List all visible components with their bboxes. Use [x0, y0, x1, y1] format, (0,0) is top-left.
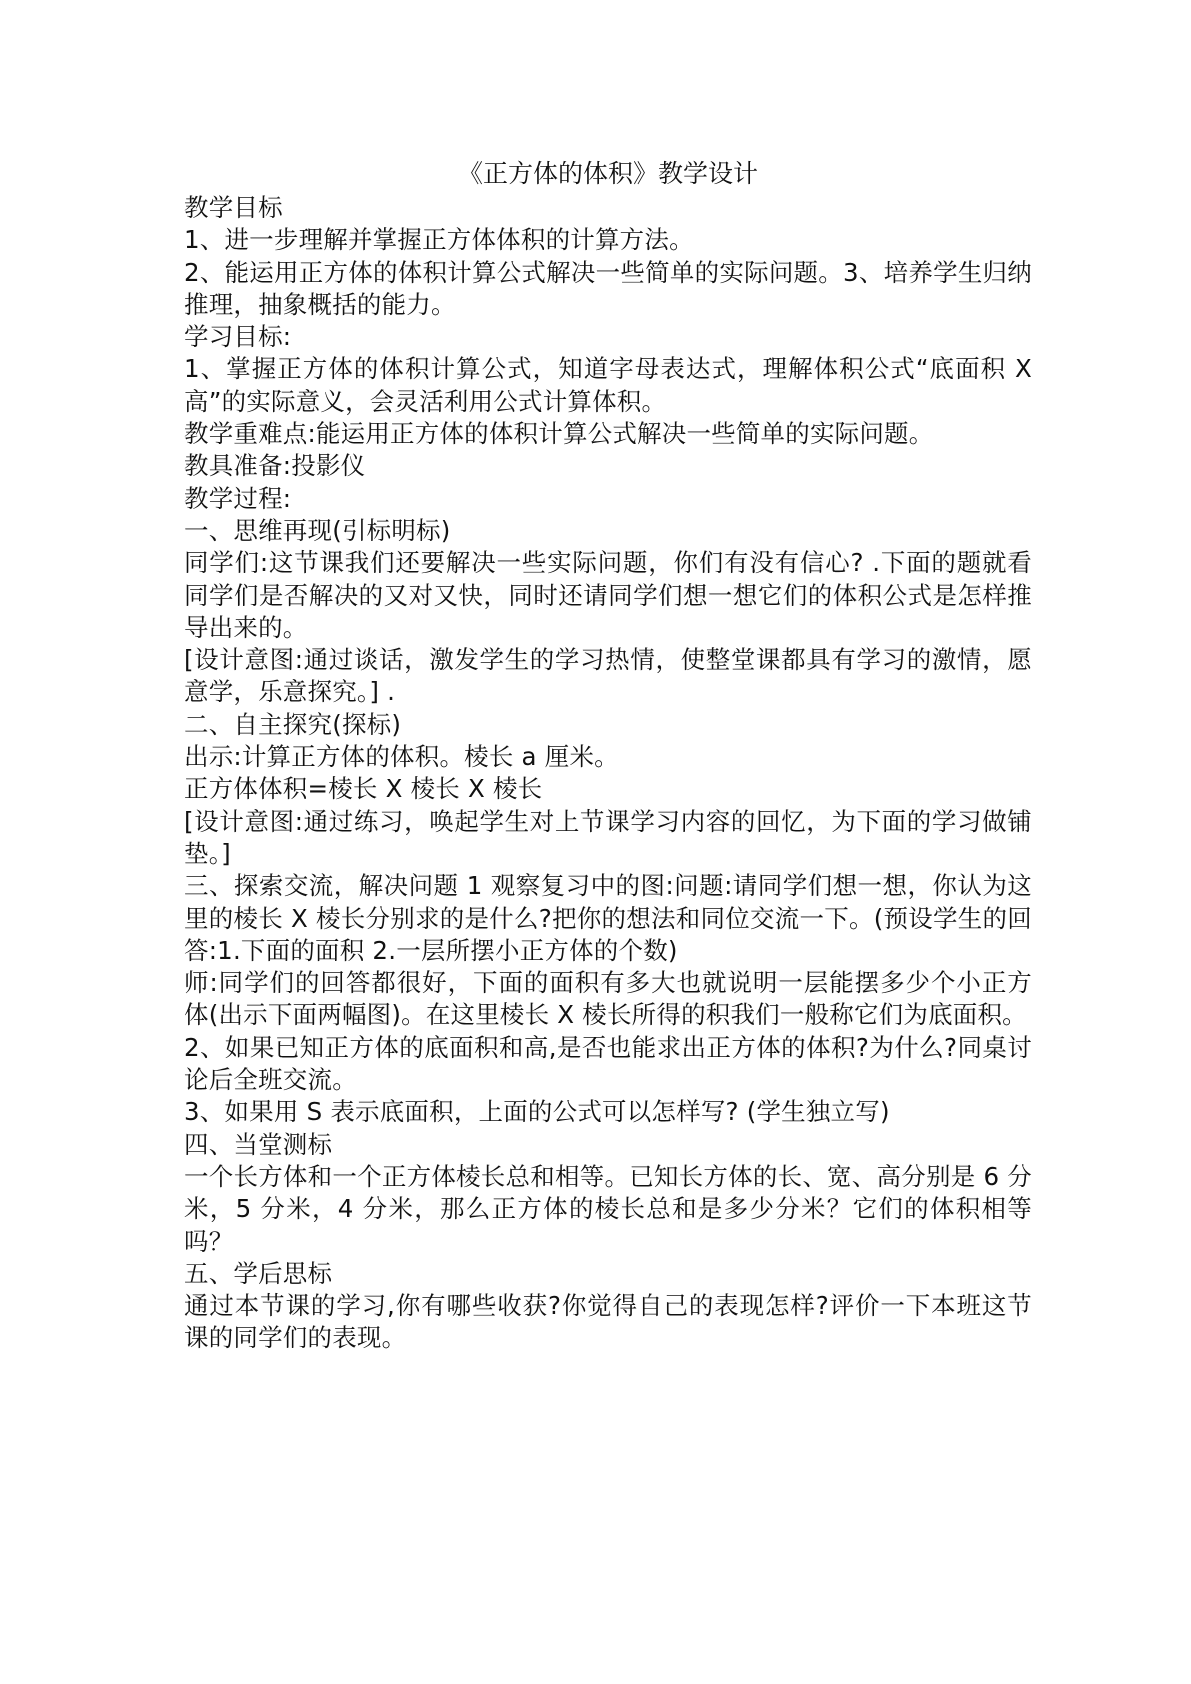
- section-2-heading: 二、自主探究(探标): [184, 709, 402, 739]
- document-page: [184, 156, 1032, 1355]
- heading-teaching-goals: 教学目标: [184, 193, 283, 222]
- learning-goal-item-1: 1、掌握正方体的体积计算公式，知道字母表达式，理解体积公式“底面积 X 高”的实际意义，会灵活利用公式计算体积。: [184, 354, 1032, 416]
- section-2-formula: 正方体体积=棱长 X 棱长 X 棱长: [184, 774, 543, 804]
- key-difficulties: 教学重难点:能运用正方体的体积计算公式解决一些简单的实际问题。: [184, 419, 934, 449]
- section-4-problem: 一个长方体和一个正方体棱长总和相等。已知长方体的长、宽、高分别是 6 分米，5 分米，4 分米，那么正方体的棱长总和是多少分米？它们的体积相等吗？: [184, 1161, 1032, 1256]
- teacher-paragraph: 师:同学们的回答都很好，下面的面积有多大也就说明一层能摆多少个小正方体(出示下面两幅图)。在这里棱长 X 棱长所得的积我们一般称它们为底面积。: [184, 968, 1032, 1030]
- question-3: 3、如果用 S 表示底面积，上面的公式可以怎样写? (学生独立写): [184, 1097, 890, 1127]
- section-2-exercise: 出示:计算正方体的体积。棱长 a 厘米。: [184, 742, 619, 772]
- question-2: 2、如果已知正方体的底面积和高,是否也能求出正方体的体积?为什么?同桌讨论后全班交流。: [184, 1032, 1032, 1095]
- section-3-paragraph: 三、探索交流，解决问题 1 观察复习中的图:问题:请同学们想一想，你认为这里的棱长 X 棱长分别求的是什么?把你的想法和同位交流一下。(预设学生的回答:1.下面的面积 2.一层所摆小正方体的个数): [184, 871, 1032, 965]
- section-2-design-intent: [设计意图:通过练习，唤起学生对上节课学习内容的回忆，为下面的学习做铺垫。]: [184, 806, 1032, 868]
- section-1-paragraph: 同学们:这节课我们还要解决一些实际问题，你们有没有信心? .下面的题就看同学们是否解决的又对又快，同时还请同学们想一想它们的体积公式是怎样推导出来的。: [184, 548, 1032, 642]
- section-1-heading: 一、思维再现(引标明标): [184, 515, 451, 545]
- heading-learning-goals: 学习目标:: [184, 322, 292, 352]
- teaching-aids: 教具准备:投影仪: [184, 451, 366, 481]
- section-1-design-intent: [设计意图:通过谈话，激发学生的学习热情，使整堂课都具有学习的激情，愿意学，乐意探究。] .: [184, 645, 1032, 707]
- document-title: 《正方体的体积》教学设计: [457, 159, 758, 188]
- goal-item-1: 1、进一步理解并掌握正方体体积的计算方法。: [184, 225, 694, 255]
- section-5-paragraph: 通过本节课的学习,你有哪些收获?你觉得自己的表现怎样?评价一下本班这节课的同学们的表现。: [184, 1291, 1032, 1353]
- section-4-heading: 四、当堂测标: [184, 1129, 333, 1159]
- heading-teaching-process: 教学过程:: [184, 483, 292, 513]
- goal-item-2-3: 2、能运用正方体的体积计算公式解决一些简单的实际问题。3、培养学生归纳推理，抽象概括的能力。: [184, 257, 1032, 319]
- section-5-heading: 五、学后思标: [184, 1258, 333, 1288]
